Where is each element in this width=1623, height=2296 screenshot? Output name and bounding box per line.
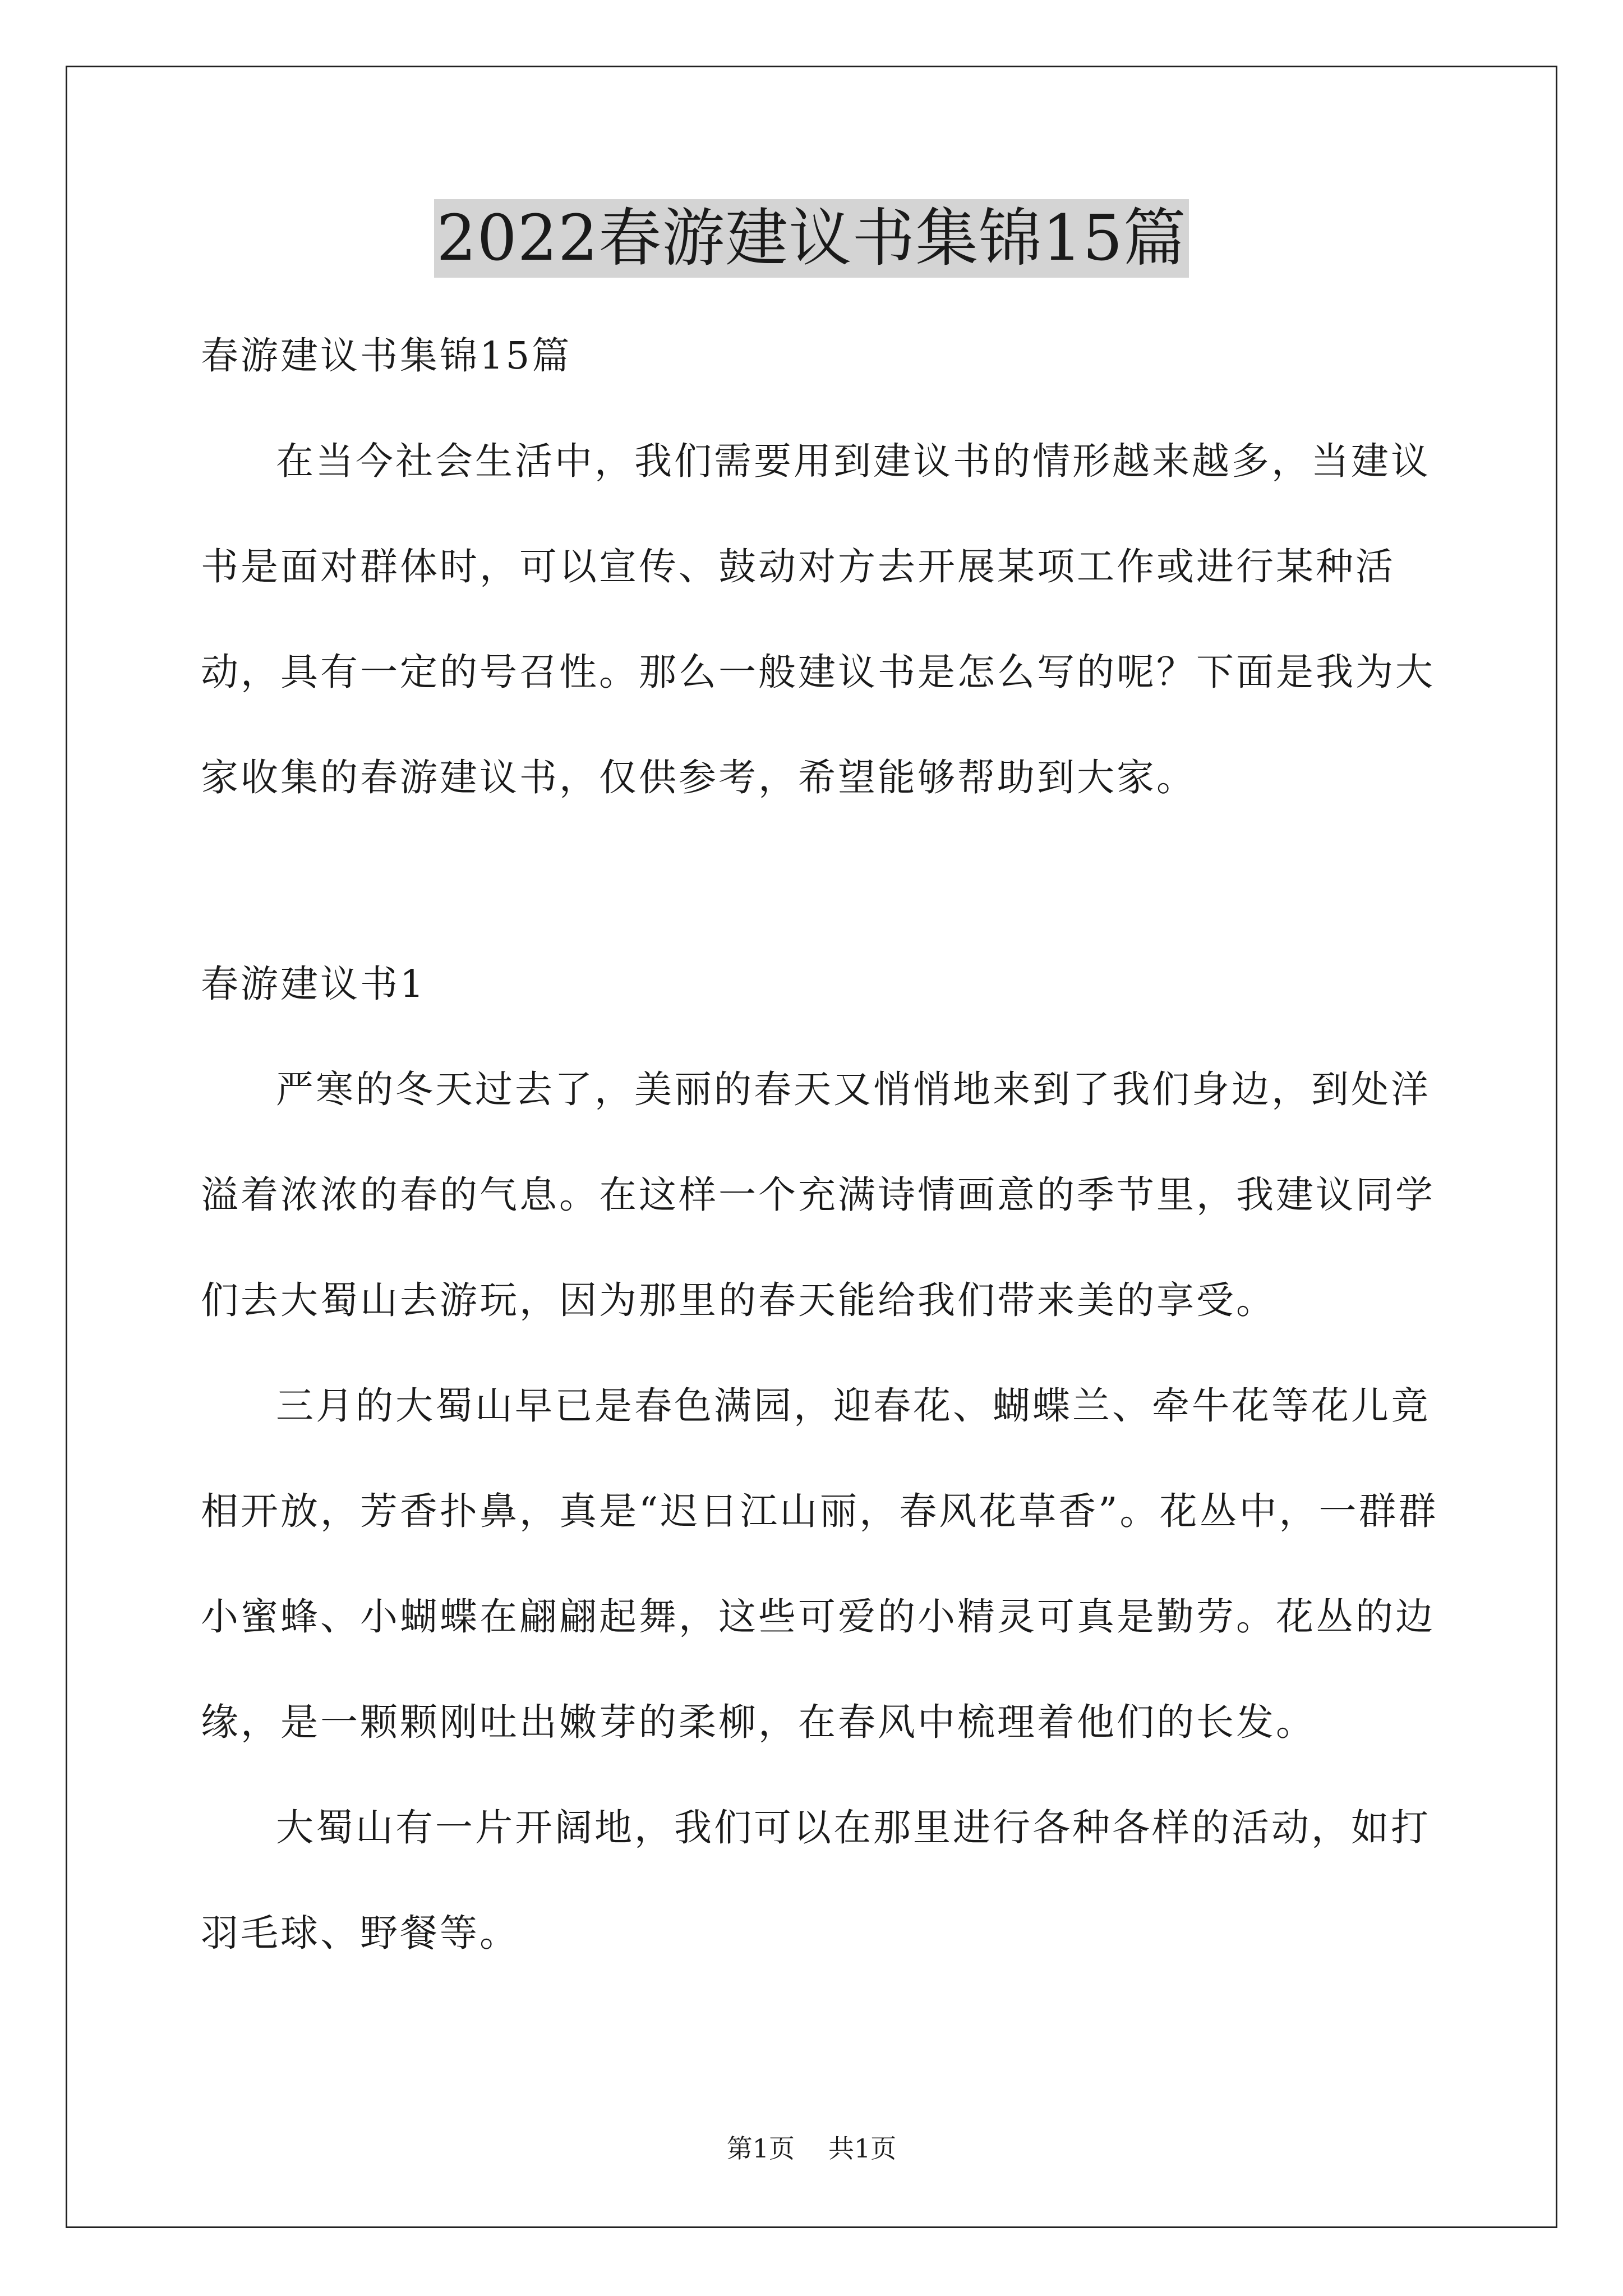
page-number: 第1页 — [726, 2133, 795, 2164]
section-gap — [201, 830, 1440, 931]
body-paragraph-2: 三月的大蜀山早已是春色满园，迎春花、蝴蝶兰、牵牛花等花儿竟相开放，芳香扑鼻，真是“迟日江山丽，春风花草香”。花丛中，一群群小蜜蜂、小蝴蝶在翩翩起舞，这些可爱的小精灵可真是勤劳。花丛的边缘，是一颗颗刚吐出嫩芽的柔柳，在春风中梳理着他们的长发。 — [201, 1384, 1438, 1744]
body-paragraph-3: 大蜀山有一片开阔地，我们可以在那里进行各种各样的活动，如打羽毛球、野餐等。 — [201, 1806, 1431, 1955]
document-title-text: 2022春游建议书集锦15篇 — [434, 199, 1189, 278]
page-count: 共1页 — [828, 2133, 897, 2164]
page-footer — [0, 2132, 1623, 2165]
section-heading: 春游建议书1 — [201, 962, 426, 1006]
body-paragraph-1: 严寒的冬天过去了，美丽的春天又悄悄地来到了我们身边，到处洋溢着浓浓的春的气息。在这样一个充满诗情画意的季节里，我建议同学们去大蜀山去游玩，因为那里的春天能给我们带来美的享受。 — [201, 1068, 1435, 1322]
document-subtitle: 春游建议书集锦15篇 — [201, 334, 572, 378]
document-body — [201, 303, 1440, 1986]
document-title — [0, 199, 1623, 278]
intro-paragraph: 在当今社会生活中，我们需要用到建议书的情形越来越多，当建议书是面对群体时，可以宣传、鼓动对方去开展某项工作或进行某种活动，具有一定的号召性。那么一般建议书是怎么写的呢？下面是我为大家收集的春游建议书，仅供参考，希望能够帮助到大家。 — [201, 439, 1435, 799]
